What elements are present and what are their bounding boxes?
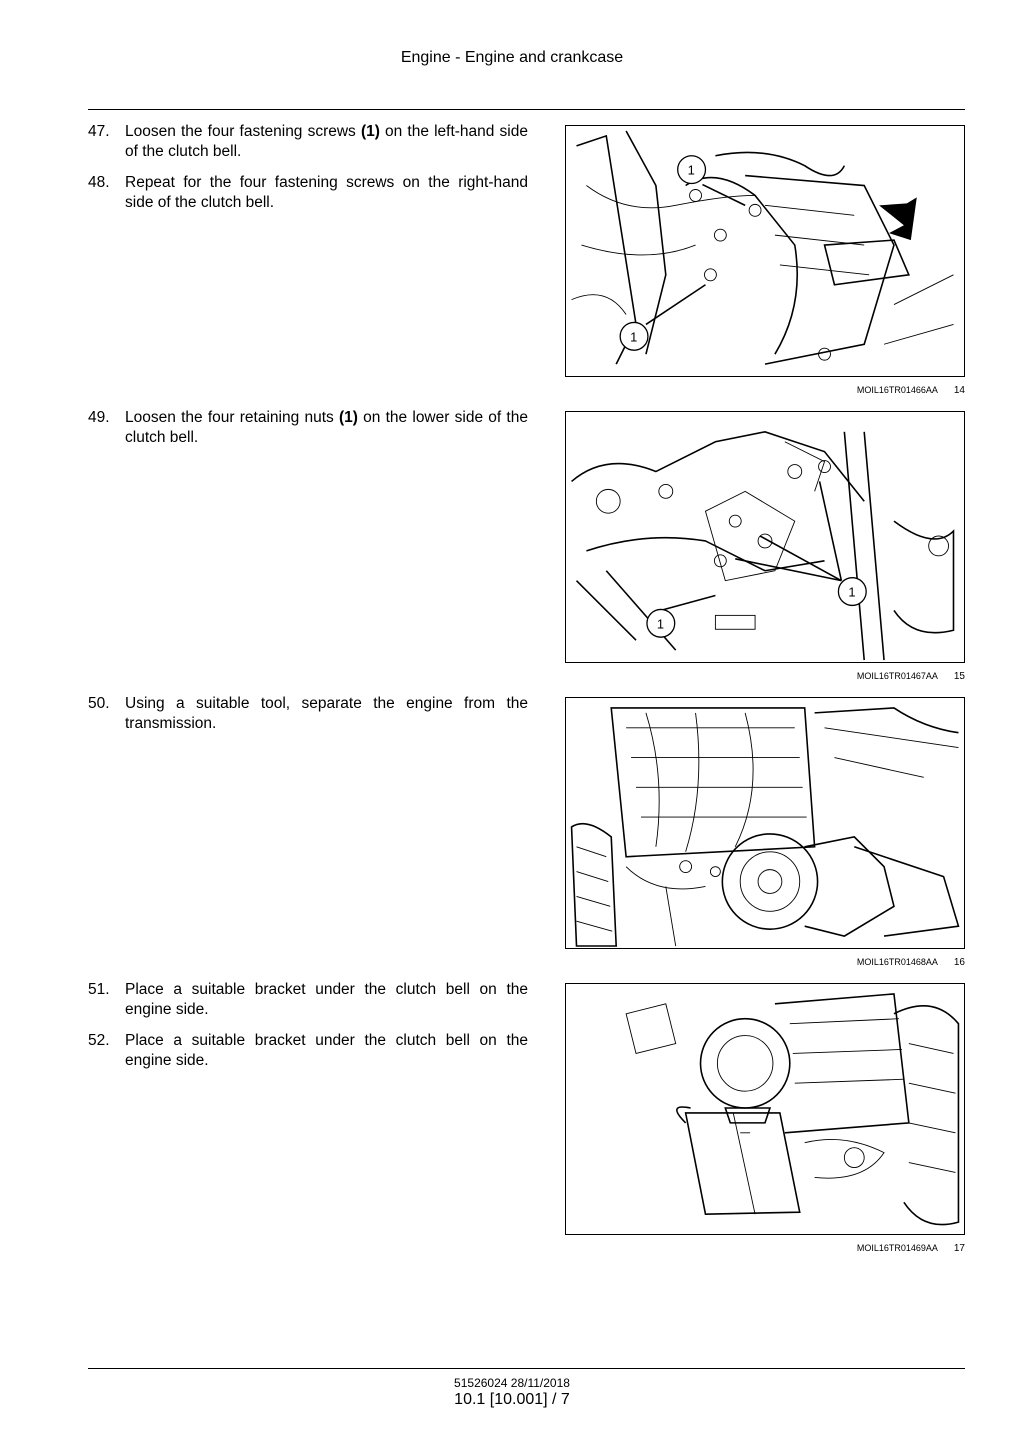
step-48 [88, 173, 528, 213]
clutch-bell-lower-side-drawing [566, 412, 964, 662]
figure-number: 14 [953, 385, 965, 396]
page-header: Engine - Engine and crankcase [400, 49, 624, 66]
step-47 [88, 122, 528, 162]
step-number: 49. [88, 409, 110, 426]
engine-transmission-separation-drawing [566, 698, 964, 948]
step-text: Place a suitable bracket under the clutch bell on the engine side. [125, 981, 528, 1018]
svg-text:1: 1 [656, 616, 665, 632]
figure-17-caption [565, 1243, 965, 1257]
figure-code: MOIL16TR01469AA [856, 1243, 938, 1253]
figure-code: MOIL16TR01466AA [856, 385, 938, 395]
figure-16-illustration [565, 697, 965, 949]
step-number: 50. [88, 695, 110, 712]
footer-document-code: 51526024 28/11/2018 [454, 1376, 570, 1390]
figure-code: MOIL16TR01468AA [856, 957, 938, 967]
step-text: Repeat for the four fastening screws on the right-hand side of the clutch bell. [125, 174, 528, 211]
step-number: 52. [88, 1032, 110, 1049]
step-text: Loosen the four retaining nuts (1) on the lower side of the clutch bell. [125, 409, 528, 446]
svg-text:1: 1 [848, 584, 856, 600]
callout-1-top [678, 156, 706, 184]
figure-number: 15 [953, 671, 965, 682]
svg-text:1: 1 [630, 329, 638, 345]
step-number: 48. [88, 174, 110, 191]
step-number: 47. [88, 123, 110, 140]
figure-number: 17 [953, 1243, 965, 1254]
figure-14-illustration [565, 125, 965, 377]
callout-1-left [647, 609, 675, 637]
step-number: 51. [88, 981, 110, 998]
callout-1-right [838, 578, 866, 606]
step-text: Loosen the four fastening screws (1) on the left-hand side of the clutch bell. [125, 123, 528, 160]
figure-17-illustration [565, 983, 965, 1235]
step-49 [88, 408, 528, 448]
engine-support-bracket-drawing [566, 984, 964, 1234]
figure-15-illustration [565, 411, 965, 663]
step-51 [88, 980, 528, 1020]
step-text: Using a suitable tool, separate the engine from the transmission. [125, 695, 528, 732]
footer-page-number: 10.1 [10.001] / 7 [454, 1391, 570, 1408]
step-52 [88, 1031, 528, 1071]
step-50 [88, 694, 528, 734]
figure-14-caption [565, 385, 965, 399]
figure-code: MOIL16TR01467AA [856, 671, 938, 681]
figure-15-caption [565, 671, 965, 685]
svg-text:1: 1 [687, 162, 695, 178]
header-rule [88, 109, 965, 110]
callout-1-bottom [620, 322, 648, 350]
step-text: Place a suitable bracket under the clutch bell on the engine side. [125, 1032, 528, 1069]
footer-rule [88, 1368, 965, 1369]
figure-16-caption [565, 957, 965, 971]
figure-number: 16 [953, 957, 965, 968]
clutch-bell-left-side-drawing [566, 126, 964, 376]
